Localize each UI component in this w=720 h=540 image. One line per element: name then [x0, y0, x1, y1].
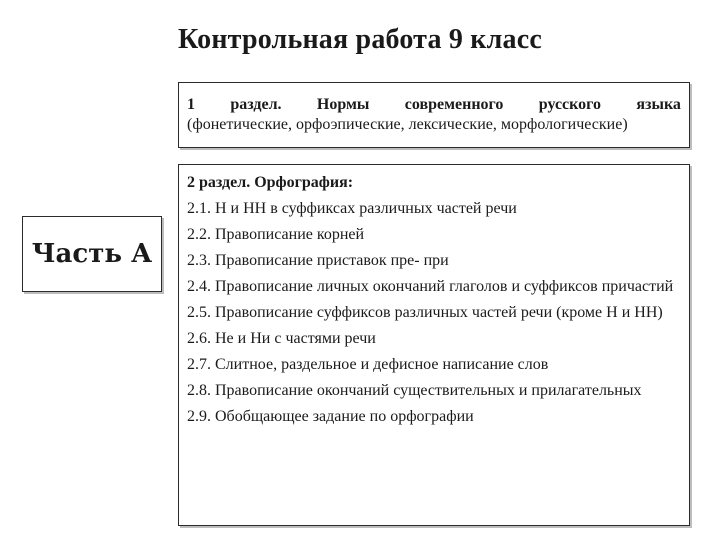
topic-item: 2.6. Не и Ни с частями речи — [187, 330, 376, 347]
topic-item: 2.5. Правописание суффиксов различных частей речи (кроме Н и НН) — [187, 304, 663, 321]
section-1-word: языка — [636, 96, 681, 113]
section-1-word: современного — [404, 96, 504, 113]
topic-item: 2.7. Слитное, раздельное и дефисное написание слов — [187, 356, 549, 373]
section-1-box — [178, 82, 690, 148]
section-2-heading: 2 раздел. Орфография: — [187, 174, 354, 191]
section-2-box — [178, 164, 690, 526]
section-1-title — [187, 95, 681, 115]
page-title: Контрольная работа 9 класс — [178, 24, 542, 55]
part-label: Часть А — [31, 239, 153, 269]
section-1-subtitle: (фонетические, орфоэпические, лексические, морфологические) — [187, 116, 628, 133]
topic-item: 2.1. Н и НН в суффиксах различных частей речи — [187, 200, 517, 217]
topic-item: 2.8. Правописание окончаний существительных и прилагательных — [187, 382, 642, 399]
part-box — [22, 216, 162, 292]
section-1-word: Нормы — [316, 96, 370, 113]
section-1-word: русского — [538, 96, 602, 113]
topic-item: 2.9. Обобщающее задание по орфографии — [187, 408, 474, 425]
section-1-word: 1 — [187, 96, 195, 113]
section-1-word: раздел. — [230, 96, 282, 113]
topic-item: 2.4. Правописание личных окончаний глаголов и суффиксов причастий — [187, 278, 674, 295]
topic-item: 2.3. Правописание приставок пре- при — [187, 252, 449, 269]
topic-item: 2.2. Правописание корней — [187, 226, 365, 243]
